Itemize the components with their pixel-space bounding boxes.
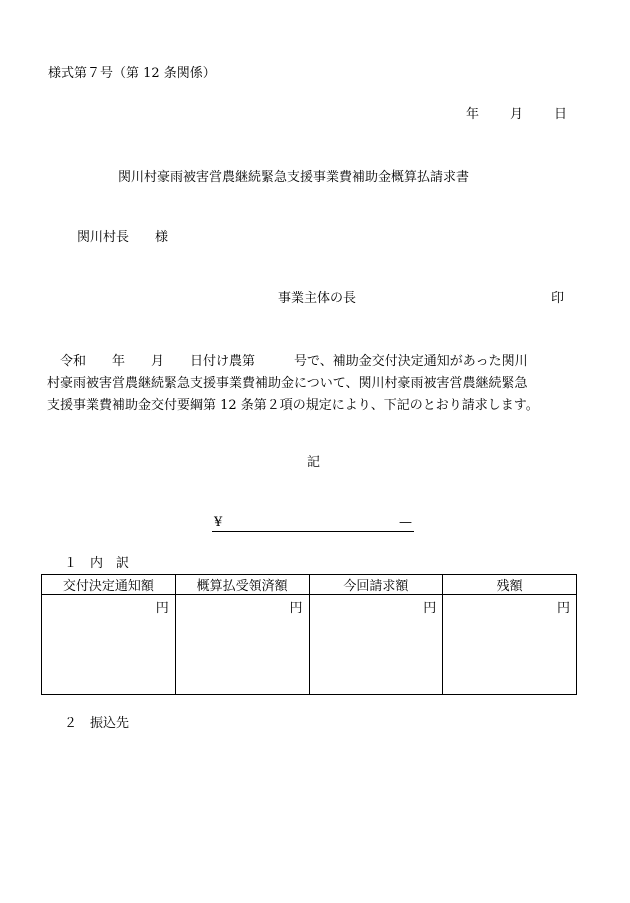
applicant-label: 事業主体の長: [278, 291, 357, 306]
date-month: 月: [510, 107, 524, 122]
section-number: ２: [64, 716, 78, 731]
body-paragraph: [47, 351, 592, 417]
header-decision-amount: 交付決定通知額: [42, 575, 176, 595]
body-line: 支援事業費補助金交付要綱第 12 条第２項の規定により、下記のとおり請求します。: [47, 398, 539, 413]
amount-line: [212, 515, 414, 532]
seal-mark: 印: [551, 291, 565, 306]
cell-balance: 円: [443, 595, 577, 695]
date-line: [466, 107, 567, 123]
document-title: 関川村豪雨被害営農継続緊急支援事業費補助金概算払請求書: [118, 170, 470, 185]
ki-heading: 記: [307, 455, 321, 470]
date-day: 日: [554, 107, 568, 122]
header-request-amount: 今回請求額: [309, 575, 443, 595]
form-number: 様式第７号（第 12 条関係）: [48, 66, 216, 81]
table-header-row: [42, 575, 577, 595]
cell-decision-amount: 円: [42, 595, 176, 695]
header-balance: 残額: [443, 575, 577, 595]
yen-symbol: ¥: [214, 515, 223, 530]
addressee: 関川村長 様: [77, 230, 169, 245]
cell-request-amount: 円: [309, 595, 443, 695]
section-transfer-heading: [64, 716, 129, 732]
header-received-amount: 概算払受領済額: [175, 575, 309, 595]
amount-dash: —: [399, 515, 412, 530]
table-row: [42, 595, 577, 695]
section-label: 内 訳: [90, 556, 130, 571]
body-line: 村豪雨被害営農継続緊急支援事業費補助金について、関川村豪雨被害営農継続緊急: [47, 376, 528, 391]
date-year: 年: [466, 107, 480, 122]
cell-received-amount: 円: [175, 595, 309, 695]
breakdown-table: [41, 574, 577, 695]
section-number: １: [64, 556, 78, 571]
section-label: 振込先: [90, 716, 130, 731]
body-line: 令和 年 月 日付け農第 号で、補助金交付決定通知があった関川: [47, 354, 528, 369]
section-breakdown-heading: [64, 556, 129, 572]
